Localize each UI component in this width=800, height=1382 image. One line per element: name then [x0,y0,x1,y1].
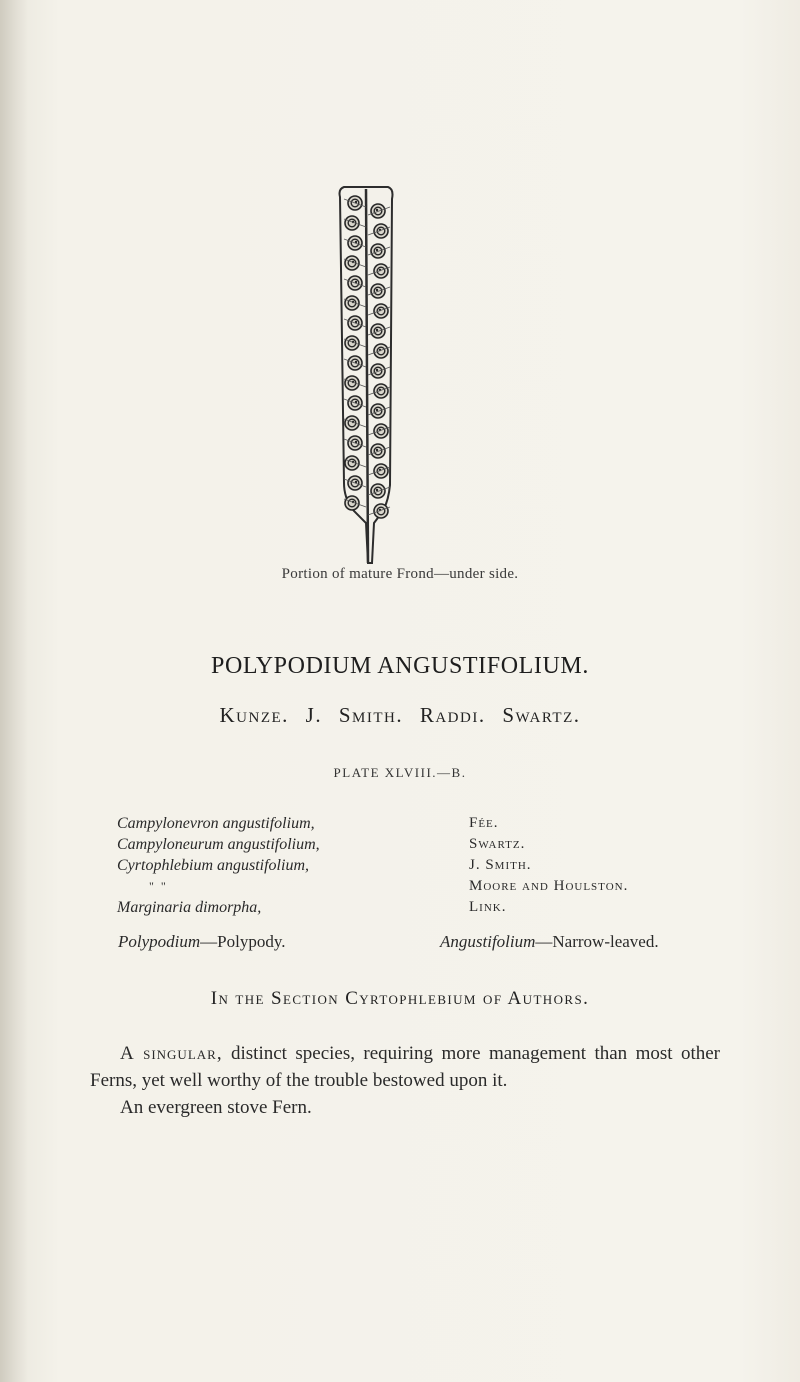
paragraph-body: distinct species, requiring more management than most other Ferns, yet well worthy of the trouble bestowed upon it. [90,1043,720,1091]
sorus [374,384,388,398]
synonym-names [117,813,320,918]
sorus [345,456,359,470]
sorus [374,464,388,478]
sorus [345,496,359,510]
sorus [374,424,388,438]
sorus [345,296,359,310]
paragraph [90,1040,720,1094]
synonym-name: Marginaria dimorpha, [117,899,262,916]
sorus [374,304,388,318]
synonym-author: Link. [469,899,507,915]
synonym-author: J. Smith. [469,857,532,873]
paragraph: An evergreen stove Fern. [120,1097,312,1118]
page-title: POLYPODIUM ANGUSTIFOLIUM. [211,653,589,679]
synonym-name: Campyloneurum angustifolium, [117,836,320,853]
sorus [345,256,359,270]
synonym-author: Moore and Houlston. [469,878,629,894]
section-heading: In the Section Cyrtophlebium of Authors. [210,988,590,1009]
sorus [374,224,388,238]
description-text [90,1040,720,1121]
synonym-authors [469,813,628,918]
species-term: Angustifolium [440,932,536,951]
synonym-author: Fée. [469,815,499,831]
sorus [345,416,359,430]
genus-meaning [118,932,285,952]
paragraph-lead: A singular, [120,1043,223,1064]
genus-gloss: —Polypody. [200,932,286,951]
synonym-name: Campylonevron angustifolium, [117,815,315,832]
species-meaning [440,932,659,952]
binding-shadow [0,0,28,1382]
genus-term: Polypodium [118,932,201,951]
plate-number: PLATE XLVIII.—B. [333,765,467,780]
authors-line: Kunze. J. Smith. Raddi. Swartz. [219,703,581,727]
species-gloss: —Narrow-leaved. [535,932,659,951]
sorus [374,344,388,358]
synonym-author: Swartz. [469,836,526,852]
sorus [345,336,359,350]
fern-frond-illustration [330,185,402,565]
sorus [374,264,388,278]
illustration-caption: Portion of mature Frond—under side. [281,566,519,582]
sorus [374,504,388,518]
synonym-ditto: " " [149,879,168,893]
sorus [345,216,359,230]
synonym-name: Cyrtophlebium angustifolium, [117,857,309,874]
sorus [345,376,359,390]
